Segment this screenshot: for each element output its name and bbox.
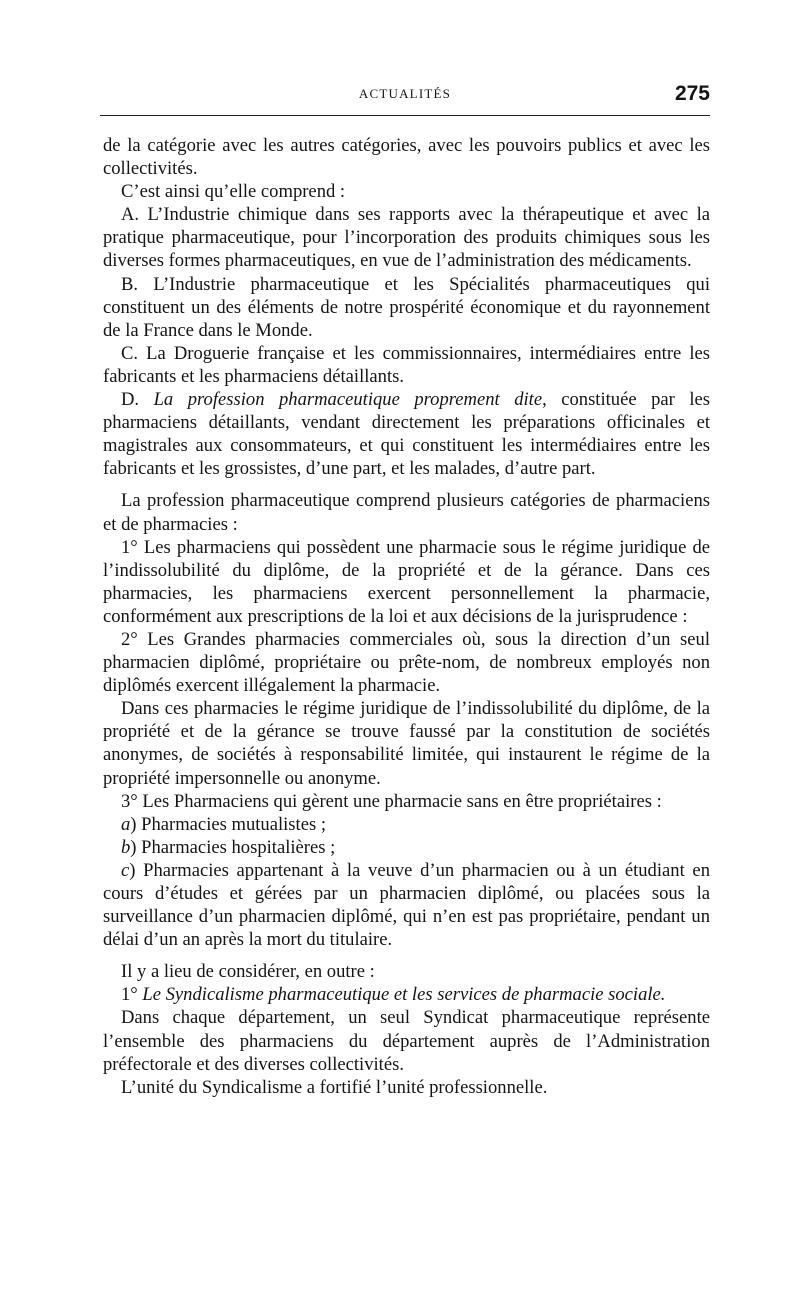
item-text: ) Pharmacies hospitalières ; xyxy=(130,836,336,858)
paragraph: Dans chaque département, un seul Syndicat pharmaceutique représente l’ensemble des pharmaciens du département auprès de l’Administration préfectorale et des diverses collectivités. xyxy=(103,1007,710,1075)
list-item-d xyxy=(103,388,710,480)
page-header xyxy=(100,82,710,108)
item-text: ) Pharmacies mutualistes ; xyxy=(130,813,327,835)
body-text xyxy=(103,134,710,1099)
sub-item-a xyxy=(103,813,710,836)
paragraph: L’unité du Syndicalisme a fortifié l’unité professionnelle. xyxy=(121,1076,548,1098)
paragraph: Dans ces pharmacies le régime juridique de l’indissolubilité du diplôme, de la propriété et de la gérance se trouve faussé par la constitution de sociétés anonymes, de sociétés à responsabilité limitée, qui instaurent le régime de la propriété impersonnelle ou anonyme. xyxy=(103,698,710,789)
item-marker: 1° xyxy=(121,984,143,1006)
numbered-item-1: 1° Les pharmaciens qui possèdent une pharmacie sous le régime juridique de l’indissolubilité du diplôme, de la propriété et de la gérance. Dans ces pharmacies, les pharmaciens exercent personnellement la pharmacie, conformément aux prescriptions de la loi et aux décisions de la jurisprudence : xyxy=(103,536,710,627)
paragraph: de la catégorie avec les autres catégories, avec les pouvoirs publics et avec les collectivités. xyxy=(103,135,710,180)
running-title: ACTUALITÉS xyxy=(358,86,452,101)
list-item-b: B. L’Industrie pharmaceutique et les Spécialités pharmaceutiques qui constituent un des éléments de notre prospérité économique et du rayonnement de la France dans le Monde. xyxy=(103,273,710,341)
numbered-item-3: 3° Les Pharmaciens qui gèrent une pharmacie sans en être propriétaires : xyxy=(121,790,662,812)
item-text: ) Pharmacies appartenant à la veuve d’un pharmacien ou à un étudiant en cours d’études et gérées par un pharmacien diplômé, ou placées sous la surveillance d’un pharmacien diplômé, qui n’en est pas propriétaire, pendant un délai d’un an après la mort du titulaire. xyxy=(103,859,710,951)
italic-heading: Le Syndicalisme pharmaceutique et les services de pharmacie sociale. xyxy=(142,984,666,1006)
page-number: 275 xyxy=(674,82,710,105)
sub-item-c xyxy=(103,859,710,951)
item-letter: a xyxy=(121,813,131,835)
sub-item-b xyxy=(103,836,710,859)
list-item-c: C. La Droguerie française et les commissionnaires, intermédiaires entre les fabricants et les pharmaciens détaillants. xyxy=(103,342,710,387)
numbered-item-2: 2° Les Grandes pharmacies commerciales où, sous la direction d’un seul pharmacien diplômé, propriétaire ou prête-nom, de nombreux employés non diplômés exercent illégalement la pharmacie. xyxy=(103,628,710,697)
paragraph: La profession pharmaceutique comprend plusieurs catégories de pharmaciens et de pharmacies : xyxy=(103,490,710,535)
item-text: , constituée par les pharmaciens détaillants, vendant directement les préparations officinales et magistrales aux consommateurs, et qui constituent les intermédiaires entre les fabricants et les grossistes, d’une part, et les malades, d’autre part. xyxy=(103,389,710,480)
list-item-a: A. L’Industrie chimique dans ses rapports avec la thérapeutique et avec la pratique pharmaceutique, pour l’incorporation des produits chimiques sous les diverses formes pharmaceutiques, en vue de l’administration des médicaments. xyxy=(103,204,710,272)
item-letter: b xyxy=(121,836,131,858)
paragraph: C’est ainsi qu’elle comprend : xyxy=(121,181,346,203)
item-marker: D. xyxy=(121,389,154,411)
italic-phrase: La profession pharmaceutique proprement dite xyxy=(153,389,543,411)
item-letter: c xyxy=(121,859,130,881)
numbered-item-1-syndicalisme xyxy=(103,983,710,1006)
header-rule xyxy=(100,115,710,116)
paragraph: Il y a lieu de considérer, en outre : xyxy=(121,961,375,983)
